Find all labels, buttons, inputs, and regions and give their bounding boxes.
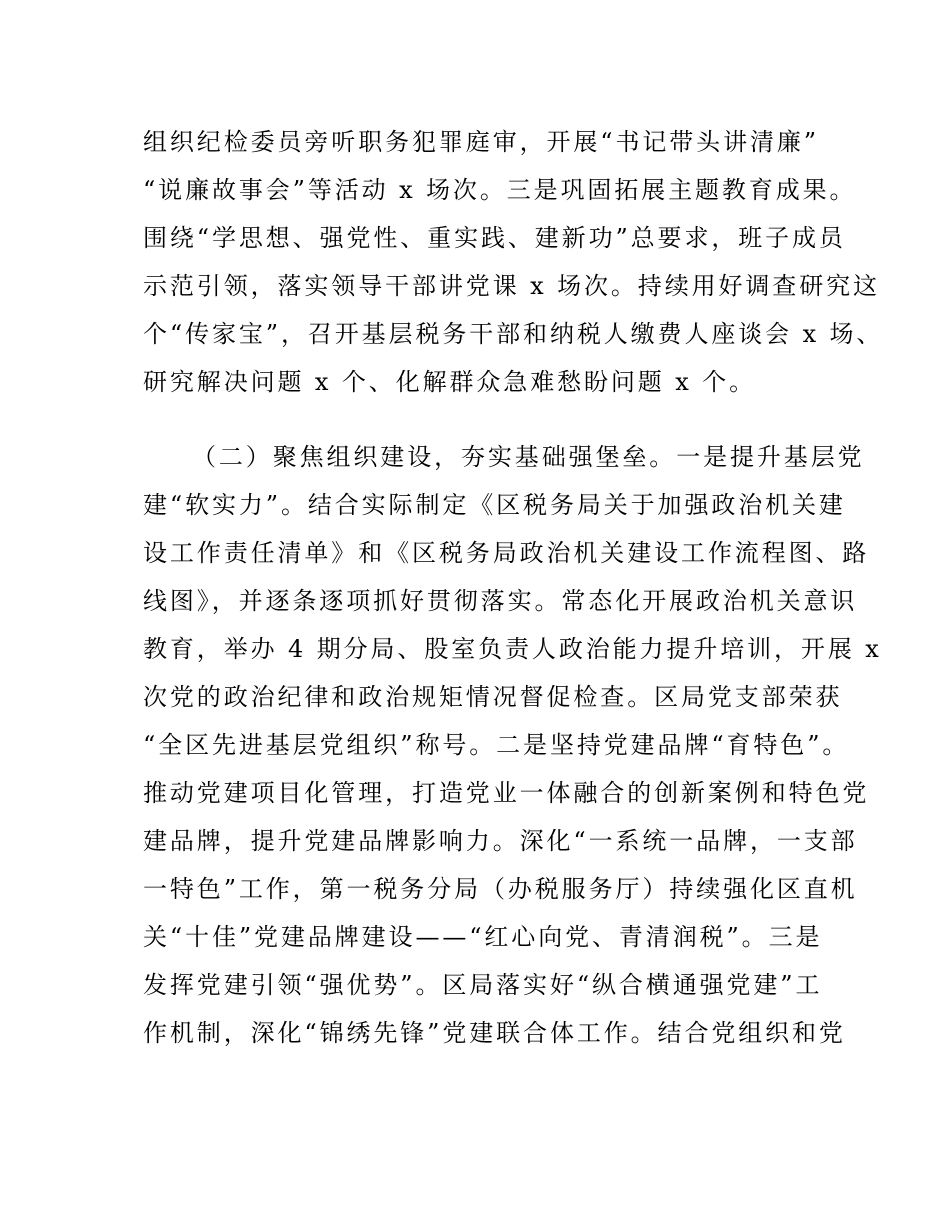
body-text-line: 个“传家宝”，召开基层税务干部和纳税人缴费人座谈会 x 场、 (143, 320, 884, 348)
body-text-line: “说廉故事会”等活动 x 场次。三是巩固拓展主题教育成果。 (143, 176, 857, 204)
body-text-line: 建品牌，提升党建品牌影响力。深化“一系统一品牌，一支部 (143, 827, 858, 855)
body-text-line: 设工作责任清单》和《区税务局政治机关建设工作流程图、路 (143, 539, 870, 567)
body-text-line: 作机制，深化“锦绣先锋”党建联合体工作。结合党组织和党 (143, 1019, 846, 1047)
body-text-line: 一特色”工作，第一税务分局（办税服务厅）持续强化区直机 (143, 875, 858, 903)
body-text-line: 发挥党建引领“强优势”。区局落实好“纵合横通强党建”工 (143, 971, 823, 999)
body-text-line: 推动党建项目化管理，打造党业一体融合的创新案例和特色党 (143, 779, 870, 807)
body-text-line: 教育，举办 4 期分局、股室负责人政治能力提升培训，开展 x (143, 635, 882, 663)
body-text-line: 示范引领，落实领导干部讲党课 x 场次。持续用好调查研究这 (143, 272, 880, 300)
body-text-line: 建“软实力”。结合实际制定《区税务局关于加强政治机关建 (143, 491, 846, 519)
body-text-line: 组织纪检委员旁听职务犯罪庭审，开展“书记带头讲清廉” (143, 128, 819, 156)
body-text-line: 线图》，并逐条逐项抓好贯彻落实。常态化开展政治机关意识 (143, 587, 858, 615)
body-text-line: 关“十佳”党建品牌建设——“红心向党、青清润税”。三是 (143, 923, 823, 951)
body-text-line: “全区先进基层党组织”称号。二是坚持党建品牌“育特色”。 (143, 731, 850, 759)
section-heading-line: （二）聚焦组织建设，夯实基础强堡垒。一是提升基层党 (192, 443, 865, 471)
body-text-line: 围绕“学思想、强党性、重实践、建新功”总要求，班子成员 (143, 224, 846, 252)
body-text-line: 研究解决问题 x 个、化解群众急难愁盼问题 x 个。 (143, 368, 756, 396)
body-text-line: 次党的政治纪律和政治规矩情况督促检查。区局党支部荣获 (143, 683, 843, 711)
